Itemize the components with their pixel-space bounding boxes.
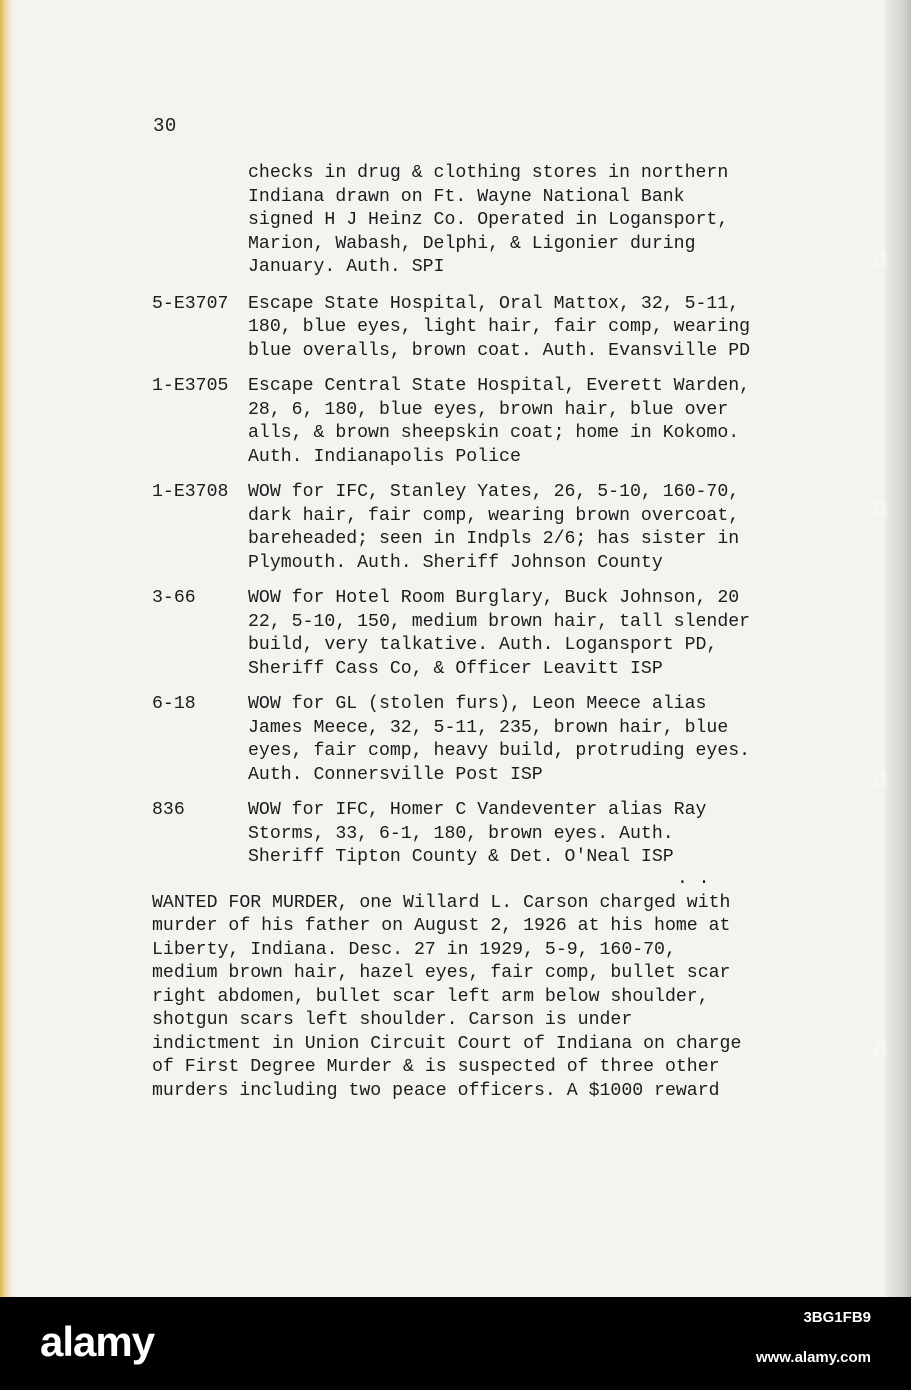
text-line: murder of his father on August 2, 1926 at his home at (152, 916, 731, 936)
bulletin-entry (152, 481, 802, 575)
text-line: 22, 5-10, 150, medium brown hair, tall slender (248, 611, 751, 632)
entry-code: 1-E3705 (152, 376, 229, 396)
murder-notice (152, 892, 802, 1104)
text-line: medium brown hair, hazel eyes, fair comp, bullet scar (152, 963, 731, 983)
text-line: 180, blue eyes, light hair, fair comp, wearing (248, 317, 751, 337)
text-line: Storms, 33, 6-1, 180, brown eyes. Auth. (248, 823, 674, 844)
page-right-edge (885, 0, 911, 1297)
text-line: indictment in Union Circuit Court of Indiana on charge (152, 1033, 742, 1054)
entry-code: 836 (152, 800, 185, 820)
text-line: James Meece, 32, 5-11, 235, brown hair, blue (248, 717, 729, 738)
text-line: alls, & brown sheepskin coat; home in Kokomo. (248, 423, 740, 443)
text-line: blue overalls, brown coat. Auth. Evansville PD (248, 340, 751, 361)
text-line: WANTED FOR MURDER, one Willard L. Carson charged with (152, 892, 731, 913)
entry-code: 1-E3708 (152, 482, 229, 502)
text-line: Marion, Wabash, Delphi, & Ligonier during (248, 233, 696, 254)
alamy-logo: alamy (40, 1318, 155, 1365)
text-line: bareheaded; seen in Indpls 2/6; has sister in (248, 529, 740, 549)
entry-code: 6-18 (152, 694, 196, 714)
text-line: checks in drug & clothing stores in northern (248, 163, 729, 183)
text-line: WOW for IFC, Homer C Vandeventer alias Ray (248, 800, 707, 820)
text-line: right abdomen, bullet scar left arm below shoulder, (152, 986, 709, 1007)
bulletin-entry (152, 693, 802, 787)
bulletin-entry (152, 293, 802, 364)
watermark-mark: a (872, 490, 889, 523)
text-line: eyes, fair comp, heavy build, protruding eyes. (248, 741, 751, 761)
text-line: of First Degree Murder & is suspected of three other (152, 1057, 720, 1077)
text-line: WOW for Hotel Room Burglary, Buck Johnson, 20 (248, 588, 740, 608)
image-id: 3BG1FB9 (803, 1309, 871, 1326)
text-line: signed H J Heinz Co. Operated in Logansport, (248, 210, 729, 230)
separator (152, 868, 802, 889)
text-line: WOW for IFC, Stanley Yates, 26, 5-10, 160-70, (248, 482, 740, 502)
text-line: Plymouth. Auth. Sheriff Johnson County (248, 552, 663, 573)
text-line: Liberty, Indiana. Desc. 27 in 1929, 5-9, 160-70, (152, 939, 676, 960)
entry-code: 3-66 (152, 588, 196, 608)
text-line: Auth. Connersville Post ISP (248, 764, 543, 785)
watermark-mark: a (872, 240, 889, 273)
page-body (152, 162, 802, 1103)
entry-code: 5-E3707 (152, 293, 229, 314)
watermark-mark: a (872, 1030, 889, 1063)
bulletin-entry (152, 375, 802, 469)
text-line: dark hair, fair comp, wearing brown overcoat, (248, 505, 740, 526)
text-line: Auth. Indianapolis Police (248, 446, 521, 467)
text-line: murders including two peace officers. A $1000 reward (152, 1080, 720, 1101)
text-line: Escape Central State Hospital, Everett Warden, (248, 376, 751, 396)
text-line: Escape State Hospital, Oral Mattox, 32, 5-11, (248, 293, 740, 314)
continuation-paragraph (152, 162, 802, 280)
page-number: 30 (153, 115, 177, 137)
text-line: build, very talkative. Auth. Logansport PD, (248, 635, 718, 655)
separator-dots: . . (677, 868, 710, 889)
page-left-edge (0, 0, 14, 1297)
site-url: www.alamy.com (755, 1349, 871, 1366)
text-line: shotgun scars left shoulder. Carson is under (152, 1010, 633, 1030)
text-line: 28, 6, 180, blue eyes, brown hair, blue over (248, 399, 729, 420)
text-line: Sheriff Tipton County & Det. O'Neal ISP (248, 847, 674, 867)
bulletin-entry (152, 799, 802, 870)
watermark-mark: a (872, 760, 889, 793)
bulletin-entry (152, 587, 802, 681)
text-line: January. Auth. SPI (248, 257, 445, 277)
text-line: Indiana drawn on Ft. Wayne National Bank (248, 186, 685, 207)
text-line: WOW for GL (stolen furs), Leon Meece alias (248, 694, 707, 714)
text-line: Sheriff Cass Co, & Officer Leavitt ISP (248, 658, 663, 679)
